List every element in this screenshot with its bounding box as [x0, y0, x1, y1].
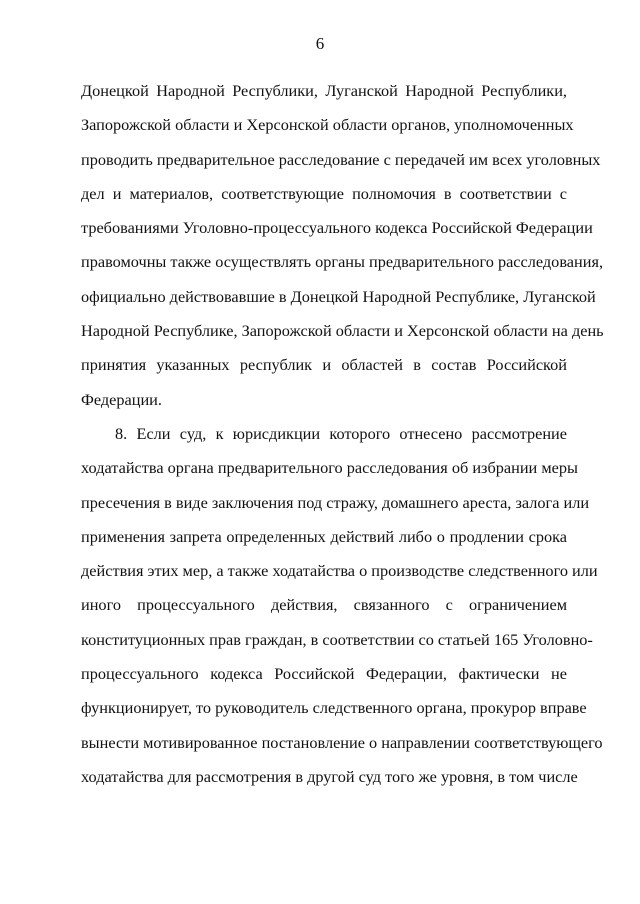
text-line: ходатайства для рассмотрения в другой суд того же уровня, в том числе [81, 766, 578, 786]
text-line: Запорожской области и Херсонской области органов, уполномоченных [81, 115, 574, 135]
text-line: вынести мотивированное постановление о направлении соответствующего [81, 732, 603, 752]
text-line: правомочны также осуществлять органы предварительного расследования, [81, 252, 604, 272]
page-number: 6 [315, 34, 325, 53]
paragraph-continued [81, 74, 604, 417]
text-line: пресечения в виде заключения под стражу, домашнего ареста, залога или [81, 492, 590, 512]
text-line: функционирует, то руководитель следственного органа, прокурор вправе [81, 698, 587, 718]
text-line: иного процессуального действия, связанного с ограничением [81, 595, 567, 615]
text-line: официально действовавшие в Донецкой Народной Республике, Луганской [81, 286, 596, 306]
text-line: процессуального кодекса Российской Федерации, фактически не [81, 664, 567, 684]
paragraph-first-line: 8. Если суд, к юрисдикции которого отнесено рассмотрение [115, 424, 567, 443]
text-line: проводить предварительное расследование с передачей им всех уголовных [81, 149, 601, 169]
text-line: принятия указанных республик и областей в состав Российской [81, 355, 567, 375]
text-line: ходатайства органа предварительного расследования об избрании меры [81, 458, 578, 478]
paragraph-8 [81, 417, 603, 794]
text-line: дел и материалов, соответствующие полномочия в соответствии с [81, 183, 567, 203]
text-line: Донецкой Народной Республики, Луганской Народной Республики, [81, 81, 567, 100]
text-line: Федерации. [81, 389, 162, 409]
text-line: действия этих мер, а также ходатайства о производстве следственного или [81, 561, 598, 581]
text-line: Народной Республике, Запорожской области и Херсонской области на день [81, 321, 604, 341]
text-line: требованиями Уголовно-процессуального кодекса Российской Федерации [81, 218, 593, 238]
text-line: конституционных прав граждан, в соответствии со статьей 165 Уголовно- [81, 629, 593, 649]
text-line: применения запрета определенных действий либо о продлении срока [81, 526, 567, 546]
